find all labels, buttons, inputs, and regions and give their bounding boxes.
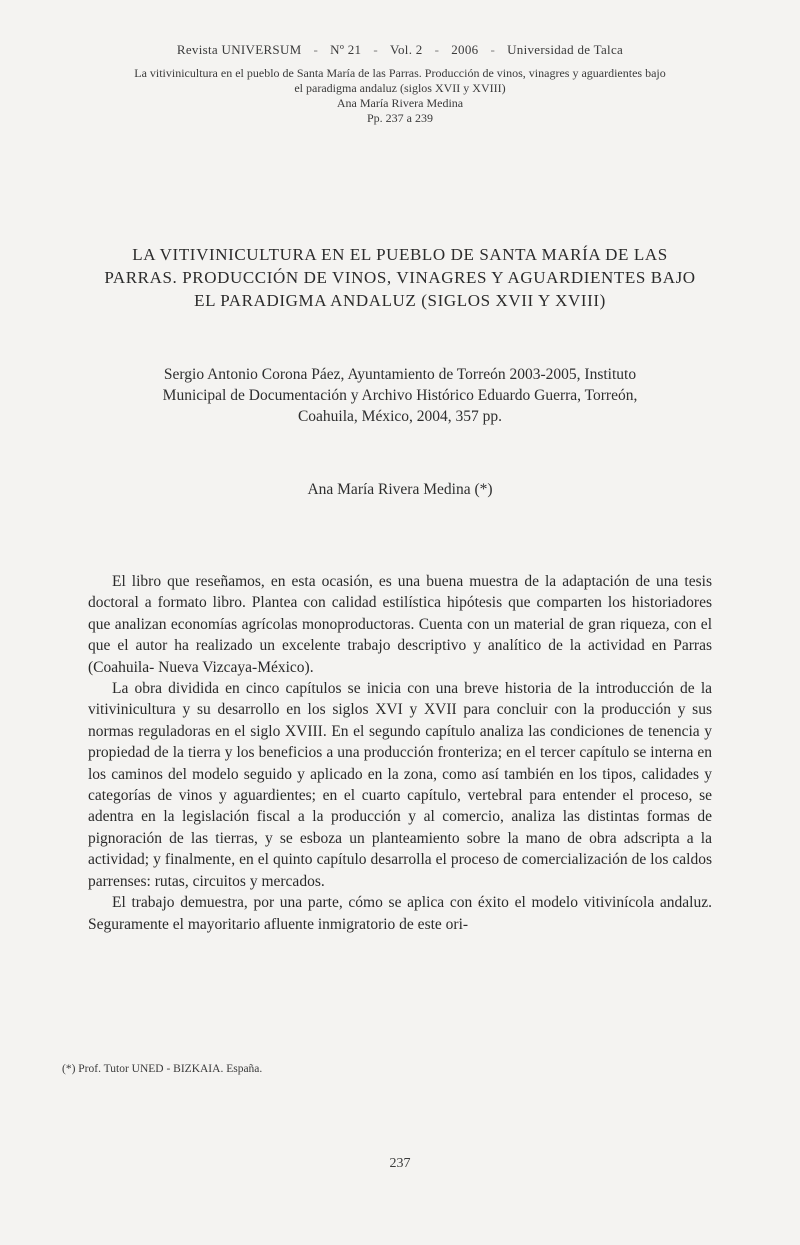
journal-name: Revista UNIVERSUM <box>176 42 302 57</box>
body-text <box>88 571 712 935</box>
page-number: 237 <box>389 1156 411 1171</box>
review-title-line: EL PARADIGMA ANDALUZ (SIGLOS XVII Y XVIII) <box>194 291 606 310</box>
article-header-block <box>60 66 740 126</box>
separator: - <box>434 42 440 57</box>
journal-year: 2006 <box>451 42 479 57</box>
paragraph: El libro que reseñamos, en esta ocasión, es una buena muestra de la adaptación de una tesis doctoral a formato libro. Plantea con calidad estilística hipótesis que comparten los historiadores que analizan economías agrícolas monoproductoras. Cuenta con un material de gran riqueza, con el que el autor ha realizado un excelente trabajo descriptivo y analítico de la actividad en Parras (Coahuila- Nueva Vizcaya-México). <box>88 573 712 676</box>
header-article-title: La vitivinicultura en el pueblo de Santa María de las Parras. Producción de vinos, vinagres y aguardientes bajo <box>134 66 666 80</box>
review-author: Ana María Rivera Medina (*) <box>307 481 493 498</box>
running-header <box>0 42 800 58</box>
paragraph: El trabajo demuestra, por una parte, cómo se aplica con éxito el modelo vitivinícola andaluz. Seguramente el mayoritario afluente inmigratorio de este ori- <box>88 894 712 933</box>
citation-line: Municipal de Documentación y Archivo Histórico Eduardo Guerra, Torreón, <box>162 387 638 404</box>
review-title-line: LA VITIVINICULTURA EN EL PUEBLO DE SANTA MARÍA DE LAS <box>132 245 668 264</box>
citation-line: Coahuila, México, 2004, 357 pp. <box>297 408 503 425</box>
book-citation <box>90 364 710 427</box>
journal-volume: Vol. 2 <box>389 42 423 57</box>
header-article-title-continued: el paradigma andaluz (siglos XVII y XVIII) <box>294 81 506 95</box>
header-author: Ana María Rivera Medina <box>336 96 464 110</box>
separator: - <box>373 42 378 57</box>
separator: - <box>313 42 319 57</box>
review-title <box>90 243 710 312</box>
paragraph: La obra dividida en cinco capítulos se inicia con una breve historia de la introducción de la vitivinicultura y su desarrollo en los siglos XVI y XVII para concluir con la producción y sus normas reguladoras en el siglo XVIII. En el segundo capítulo analiza las condiciones de tenencia y propiedad de la tierra y los beneficios a una producción fronteriza; en el tercer capítulo se interna en los caminos del modelo seguido y aplicado en la zona, como así también en los tipos, calidades y categorías de vinos y aguardientes; en el cuarto capítulo, vertebral para entender el proceso, se adentra en la legislación fiscal a la producción y al comercio, analiza las distintas formas de pignoración de las tierras, y se esboza un planteamiento sobre la mano de obra adscripta a la actividad; y finalmente, en el quinto capítulo desarrolla el proceso de comercialización de los caldos parrenses: rutas, circuitos y mercados. <box>88 680 712 890</box>
header-pages: Pp. 237 a 239 <box>367 111 433 125</box>
separator: - <box>490 42 496 57</box>
citation-line: Sergio Antonio Corona Páez, Ayuntamiento de Torreón 2003-2005, Instituto <box>163 366 637 383</box>
journal-number: Nº 21 <box>330 42 362 57</box>
footnote: (*) Prof. Tutor UNED - BIZKAIA. España. <box>62 1063 263 1075</box>
review-title-line: PARRAS. PRODUCCIÓN DE VINOS, VINAGRES Y AGUARDIENTES BAJO <box>104 268 696 287</box>
journal-institution: Universidad de Talca <box>507 42 624 57</box>
